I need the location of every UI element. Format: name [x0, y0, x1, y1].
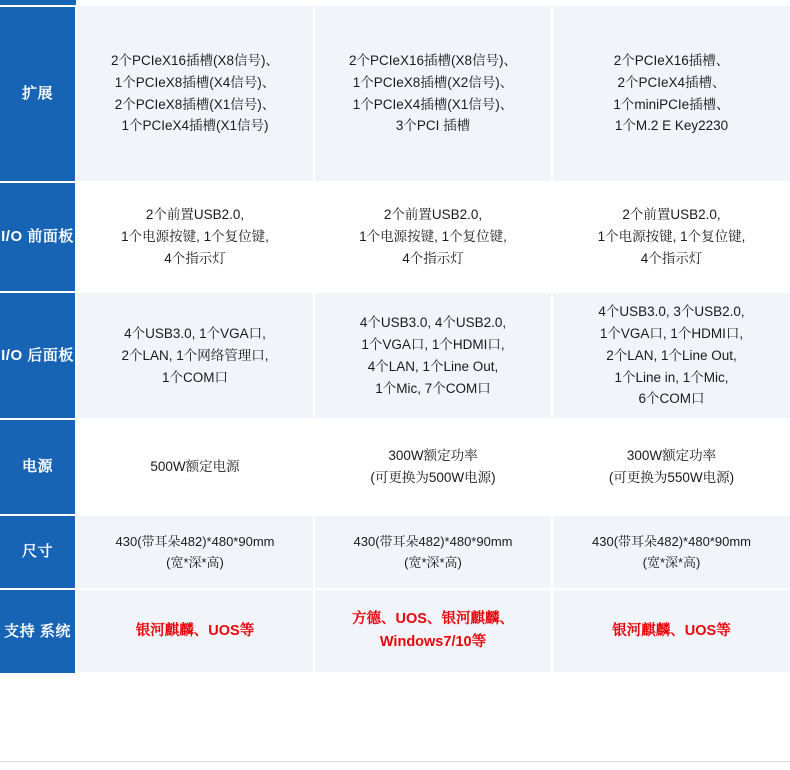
cell-line: 银河麒麟、UOS等 — [135, 622, 255, 639]
cell-line: 1个PCIeX4插槽(X1信号) — [121, 118, 269, 134]
table-row — [0, 419, 790, 515]
table-cell — [76, 589, 314, 673]
cell-line: 1个VGA口, 1个HDMI口, — [599, 325, 744, 341]
table-cell — [314, 419, 552, 515]
cell-line: 1个电源按键, 1个复位键, — [359, 229, 507, 245]
cell-line: (可更换为550W电源) — [608, 470, 735, 486]
cell-line: 2个PCIeX8插槽(X1信号)、 — [114, 96, 276, 112]
table-cell — [552, 589, 790, 673]
cell-line: 2个PCIeX16插槽(X8信号)、 — [110, 52, 280, 68]
cell-line: 1个PCIeX8插槽(X2信号)、 — [352, 74, 514, 90]
table-cell — [314, 589, 552, 673]
cell-line: (宽*深*高) — [642, 555, 701, 571]
cell-line: 4个USB3.0, 1个VGA口, — [124, 325, 266, 341]
cell-line: 3个PCI 插槽 — [395, 118, 471, 134]
row-header-line: 支持 — [4, 622, 36, 640]
table-row — [0, 589, 790, 673]
row-header-line: 尺寸 — [21, 543, 53, 561]
table-cell — [314, 515, 552, 589]
table-cell — [552, 292, 790, 419]
cell-line: 4个指示灯 — [164, 250, 226, 266]
row-header-expansion — [0, 6, 76, 182]
cell-line: 银河麒麟、UOS等 — [612, 622, 731, 639]
table-cell — [552, 419, 790, 515]
row-header-line: 前面板 — [27, 227, 74, 245]
table-cell — [76, 419, 314, 515]
cell-line: 4个指示灯 — [402, 250, 464, 266]
cell-line: 2个PCIeX16插槽、 — [613, 52, 730, 68]
cell-line: 2个前置USB2.0, — [145, 207, 245, 223]
cell-line: (可更换为500W电源) — [370, 470, 496, 486]
cell-line: 6个COM口 — [638, 391, 705, 407]
bottom-divider — [0, 761, 790, 762]
cell-line: 1个COM口 — [161, 369, 228, 385]
table-cell — [314, 182, 552, 292]
cell-line: 430(带耳朵482)*480*90mm — [115, 534, 275, 550]
table-cell — [76, 6, 314, 182]
cell-line: 方德、UOS、银河麒麟、 — [352, 610, 514, 627]
row-header-line: 电源 — [21, 458, 53, 476]
row-header-line: 后面板 — [27, 346, 74, 364]
row-header-line: I/O — [1, 227, 23, 245]
table-row — [0, 182, 790, 292]
cell-line: 430(带耳朵482)*480*90mm — [353, 534, 513, 550]
row-header-power — [0, 419, 76, 515]
cell-line: 1个PCIeX4插槽(X1信号)、 — [352, 96, 514, 112]
cell-line: (宽*深*高) — [166, 555, 224, 571]
cell-line: 2个前置USB2.0, — [622, 207, 721, 223]
cell-line: 300W额定功率 — [626, 448, 717, 464]
table-cell — [552, 515, 790, 589]
cell-line: 430(带耳朵482)*480*90mm — [592, 534, 751, 550]
cell-line: 1个Mic, 7个COM口 — [375, 380, 491, 396]
row-header-line: 系统 — [39, 622, 71, 640]
cell-line: 2个LAN, 1个Line Out, — [606, 347, 737, 363]
cell-line: 2个PCIeX16插槽(X8信号)、 — [348, 52, 518, 68]
cell-line: 1个VGA口, 1个HDMI口, — [361, 336, 505, 352]
row-header-dimensions — [0, 515, 76, 589]
cell-line: 2个LAN, 1个网络管理口, — [121, 347, 269, 363]
cell-line: 1个miniPCIe插槽、 — [613, 96, 730, 112]
cell-line: (宽*深*高) — [404, 555, 462, 571]
row-header-line: 扩展 — [21, 84, 53, 102]
cell-line: 2个PCIeX4插槽、 — [617, 74, 726, 90]
table-row — [0, 6, 790, 182]
cell-line: 2个前置USB2.0, — [383, 207, 483, 223]
cell-line: 1个PCIeX8插槽(X4信号)、 — [114, 74, 276, 90]
cell-line: 4个LAN, 1个Line Out, — [367, 358, 499, 374]
table-cell — [552, 182, 790, 292]
table-row — [0, 515, 790, 589]
table-cell — [76, 182, 314, 292]
cell-line: 300W额定功率 — [388, 448, 478, 464]
cell-line: 1个电源按键, 1个复位键, — [121, 229, 269, 245]
table-cell — [76, 292, 314, 419]
row-header-line: I/O — [1, 346, 23, 364]
cell-line: 1个M.2 E Key2230 — [614, 118, 729, 134]
row-header-io-rear — [0, 292, 76, 419]
cell-line: 1个Line in, 1个Mic, — [614, 369, 729, 385]
row-header-supported-os — [0, 589, 76, 673]
table-cell — [314, 292, 552, 419]
table-cell — [76, 515, 314, 589]
table-row — [0, 292, 790, 419]
row-header-io-front — [0, 182, 76, 292]
table-cell — [552, 6, 790, 182]
cell-line: 1个电源按键, 1个复位键, — [597, 229, 746, 245]
table-cell — [314, 6, 552, 182]
cell-line: 4个指示灯 — [640, 250, 703, 266]
footer-spacer — [0, 674, 790, 722]
cell-line: Windows7/10等 — [379, 634, 487, 651]
cell-line: 4个USB3.0, 4个USB2.0, — [359, 314, 507, 330]
cell-line: 4个USB3.0, 3个USB2.0, — [598, 304, 745, 319]
cell-line: 500W额定电源 — [150, 459, 240, 475]
